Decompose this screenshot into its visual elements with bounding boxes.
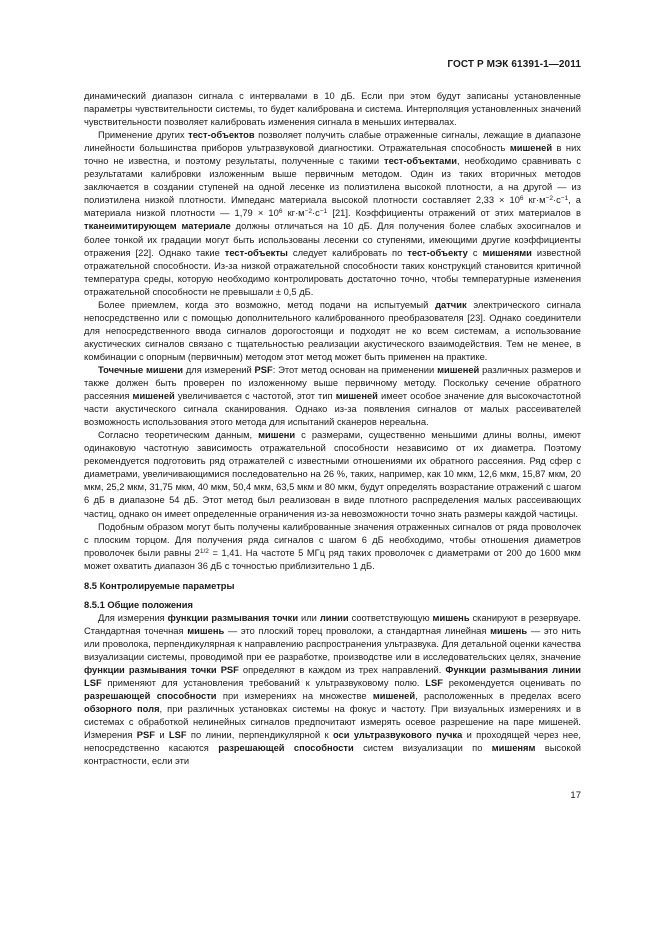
page-number: 17 <box>570 790 581 801</box>
section-heading-8-5: 8.5 Контролируемые параметры <box>84 580 235 591</box>
paragraph-theory: Согласно теоретическим данным, мишени с размерами, существенно меньшими длины волны, имеют одинаковую частотную зависимость отражательной способности независимо от их диаметра. Поэтому рекомендуется подготовить ряд отражателей с известными отношениями их обратного рассеяния. Ряд сфер с диаметрами, увеличивающимися последовательно на 26 %, таких, например, как 10 мкм, 12,6 мкм, 15,87 мкм, 20 мкм, 25,2 мкм, 31,75 мкм, 40 мкм, 50,4 мкм, 63,5 мкм и 80 мкм, будут определять возрастание отражений с шагом 6 дБ в диапазоне 54 дБ. Этот метод был реализован в виде плотного распределения малых рассеивающих частиц, однако он имеет определенные ограничения из-за невозможности точно знать размеры каждой частицы. <box>84 430 581 519</box>
paragraph-point-targets: Точечные мишени для измерений PSF: Этот метод основан на применении мишеней различных размеров и также должен быть проверен по изложенному выше первичному методу. Поскольку сечение обратного рассеяния мишеней увеличивается с частотой, этот тип мишеней имеет особое значение для высокочастотной части акустического сигнала сканирования. Однако из-за появления сигналов от малых рассеивателей возможность использования этого метода для испытаний сканеров нереальна. <box>84 364 582 428</box>
paragraph-general-provisions: Для измерения функции размывания точки или линии соответствующую мишень сканируют в резервуаре. Стандартная точечная мишень — это плоский торец проволоки, а стандартная линейная мишень — это нить или проволока, перпендикулярная к направлению распространения ультразвука. Для детальной оценки качества визуализации системы, проводимой при ее разработке, производстве или в исследовательских целях, значение функции размывания точки PSF определяют в каждом из трех направлений. Функции размывания линии LSF применяют для установления требований к ультразвуковому полю. LSF рекомендуется оценивать по разрешающей способности при измерениях на множестве мишеней, расположенных в пределах всего обзорного поля, при различных установках системы на фокус и частоту. При визуальных измерениях и в системах с обработкой нелинейных сигналов предпочитают измерять осевое разрешение на паре мишеней. Измерения PSF и LSF по линии, перпендикулярной к оси ультразвукового пучка и проходящей через нее, непосредственно касаются разрешающей способности систем визуализации по мишеням высокой контрастности, если эти <box>84 612 582 767</box>
section-heading-8-5-1: 8.5.1 Общие положения <box>84 599 193 610</box>
page-body <box>84 90 581 768</box>
paragraph-signal-feed: Более приемлем, когда это возможно, метод подачи на испытуемый датчик электрического сигнала непосредственно или с помощью дополнительного калиброванного преобразователя [23]. Однако соединители для непосредственного ввода сигналов дорогостоящи и подходят не ко всем системам, а использование акустических сигналов связано с тщательностью реализации акустического взаимодействия. Тем не менее, в комбинации с опорным (первичным) методом этот метод может быть применен на практике. <box>84 299 581 362</box>
paragraph-dynamic-range: динамический диапазон сигнала с интервалами в 10 дБ. Если при этом будут записаны установленные параметры чувствительности системы, то будет калибрована и система. Интерполяция установленных значений чувствительности позволяет калибровать изменения сигнала в меньших интервалах. <box>84 91 581 128</box>
paragraph-wires: Подобным образом могут быть получены калиброванные значения отраженных сигналов от ряда проволочек с плоским торцом. Для получения ряда сигналов с шагом 6 дБ необходимо, чтобы отношения диаметров проволочек были равны $2^{1/2} = 1,41$. На частоте 5 МГц ряд таких проволочек с диаметрами от 200 до 1600 мкм может охватить диапазон 36 дБ с точностью приблизительно 1 дБ. <box>84 521 581 571</box>
document-code-header: ГОСТ Р МЭК 61391-1—2011 <box>447 59 581 70</box>
paragraph-test-objects: Применение других тест-объектов позволяет получить слабые отраженные сигналы, лежащие в диапазоне линейности большинства приборов ультразвуковой диагностики. Отражательная способность мишеней в них точно не известна, и поэтому результаты, полученные с такими тест-объектами, необходимо сравнивать с результатами калибровки изложенным выше первичным методом. Один из таких вторичных методов заключается в создании ступеней на одной лесенке из полиэтилена высокой плотности, а на другой — из полиэтилена низкой плотности. Импеданс материала высокой плотности составляет $2,33 \times 10^6$ $кг\cdot м^{-2}\cdot с^{-1}$, а материала низкой плотности — $1,79 \times 10^6$ $кг\cdot м^{-2}\cdot с^{-1}$ [21]. Коэффициенты отражений от этих материалов в тканеимитирующем материале должны отличаться на 10 дБ. Для получения более слабых эхосигналов и более тонкой их градации могут быть использованы лесенки со ступенями, имеющими другие коэффициенты отражения [22]. Однако такие тест-объекты следует калибровать по тест-объекту с мишенями известной отражательной способности. Из-за низкой отражательной способности таких конструкций становится критичной температура среды, которую необходимо контролировать достаточно точно, чтобы температурные изменения отражательной способности не превышали ± 0,5 дБ. <box>84 130 582 297</box>
